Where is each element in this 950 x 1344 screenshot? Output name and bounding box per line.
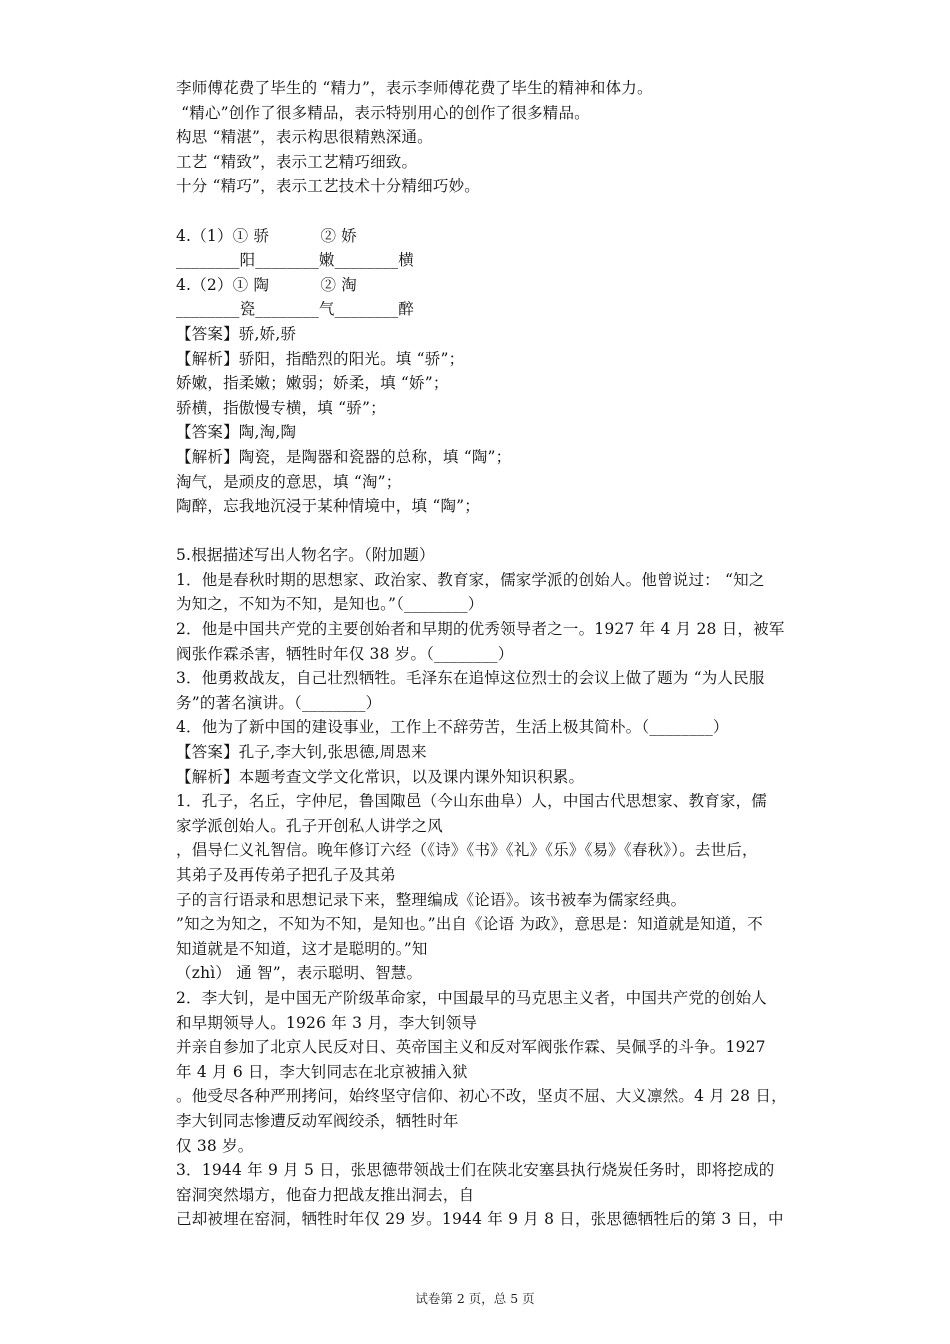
text-line: 其弟子及再传弟子把孔子及其弟 [176,866,396,884]
text-line: ，倡导仁义礼智信。晚年修订六经（《诗》《书》《礼》《乐》《易》《春秋》）。去世后， [176,841,758,860]
text-line: 李师傅花费了毕生的 “精力”，表示李师傅花费了毕生的精神和体力。 [176,79,653,97]
text-line: 4.（2）① 陶 ② 淘 [176,275,357,294]
text-line: 【解析】陶瓷，是陶器和瓷器的总称，填 “陶”； [176,447,512,466]
text-line: 工艺 “精致”，表示工艺精巧细致。 [176,152,418,171]
text-line: 5.根据描述写出人物名字。（附加题） [176,546,435,565]
text-line: ”知之为知之，不知为不知，是知也。”出自《论语 为政》，意思是：知道就是知道，不 [176,915,763,934]
text-line: 务”的著名演讲。（________） [176,693,382,712]
text-line: 陶醉，忘我地沉浸于某种情境中，填 “陶”； [176,497,480,516]
text-line: 并亲自参加了北京人民反对日、英帝国主义和反对军阀张作霖、吴佩孚的斗争。1927 [176,1038,766,1057]
text-line: 知道就是不知道，这才是聪明的。”知 [176,939,428,958]
text-line: （zhì） 通 智”，表示聪明、智慧。 [176,964,423,983]
text-line: 阀张作霖杀害，牺牲时年仅 38 岁。（________） [176,644,514,663]
text-line: 李大钊同志惨遭反动军阀绞杀，牺牲时年 [176,1111,459,1130]
text-line: 2．他是中国共产党的主要创始者和早期的优秀领导者之一。1927 年 4 月 28 日，被军 [176,620,785,639]
text-line: 骄横，指傲慢专横，填 “骄”； [176,398,386,417]
text-line: 。他受尽各种严刑拷问，始终坚守信仰、初心不改，坚贞不屈、大义凛然。4 月 28 日， [176,1087,787,1106]
text-line: 【答案】孔子,李大钊,张思德,周恩来 [176,743,427,762]
text-line: 窑洞突然塌方，他奋力把战友推出洞去，自 [176,1185,475,1204]
text-line: 1．他是春秋时期的思想家、政治家、教育家，儒家学派的创始人。他曾说过： “知之 [176,570,765,589]
document-body [176,76,816,1232]
blank-line [176,199,816,224]
text-line: 构思 “精湛”，表示构思很精熟深通。 [176,128,433,147]
text-line: 己却被埋在窑洞，牺牲时年仅 29 岁。1944 年 9 月 8 日，张思德牺牲后的第 3 日，中 [176,1210,784,1229]
page-footer: 试卷第 2 页，总 5 页 [415,1291,535,1306]
text-line: ________阳________嫩________横 [176,251,414,270]
text-line: 2．李大钊，是中国无产阶级革命家，中国最早的马克思主义者，中国共产党的创始人 [176,988,767,1007]
text-line: 为知之，不知为不知，是知也。”（________） [176,595,484,614]
text-line: 十分 “精巧”，表示工艺技术十分精细巧妙。 [176,177,480,196]
text-line: 4.（1）① 骄 ② 娇 [176,226,357,245]
text-line: 【答案】骄,娇,骄 [176,324,297,343]
text-line: 娇嫩，指柔嫩；嫩弱；娇柔，填 “娇”； [176,374,449,393]
text-line: 子的言行语录和思想记录下来，整理编成《论语》。该书被奉为儒家经典。 [176,890,687,909]
text-line: ________瓷________气________醉 [176,300,414,319]
text-line: 1．孔子，名丘，字仲尼，鲁国陬邑（今山东曲阜）人，中国古代思想家、教育家，儒 [176,792,767,811]
text-line: 【答案】陶,淘,陶 [176,423,297,442]
blank-line [176,519,816,544]
text-line: “精心”创作了很多精品，表示特别用心的创作了很多精品。 [176,103,590,122]
text-line: 4．他为了新中国的建设事业，工作上不辞劳苦，生活上极其简朴。（________） [176,718,729,737]
text-line: 【解析】骄阳，指酷烈的阳光。填 “骄”； [176,349,465,368]
text-line: 淘气，是顽皮的意思，填 “淘”； [176,472,402,491]
text-line: 仅 38 岁。 [176,1136,254,1155]
text-line: 和早期领导人。1926 年 3 月，李大钊领导 [176,1013,478,1032]
text-line: 家学派创始人。孔子开创私人讲学之风 [176,816,443,835]
text-line: 3．1944 年 9 月 5 日，张思德带领战士们在陕北安塞县执行烧炭任务时，即将挖成的 [176,1161,775,1180]
text-line: 3．他勇救战友，自己壮烈牺牲。毛泽东在追悼这位烈士的会议上做了题为 “为人民服 [176,669,765,688]
text-line: 【解析】本题考查文学文化常识，以及课内课外知识积累。 [176,767,585,786]
text-line: 年 4 月 6 日，李大钊同志在北京被捕入狱 [176,1062,468,1081]
